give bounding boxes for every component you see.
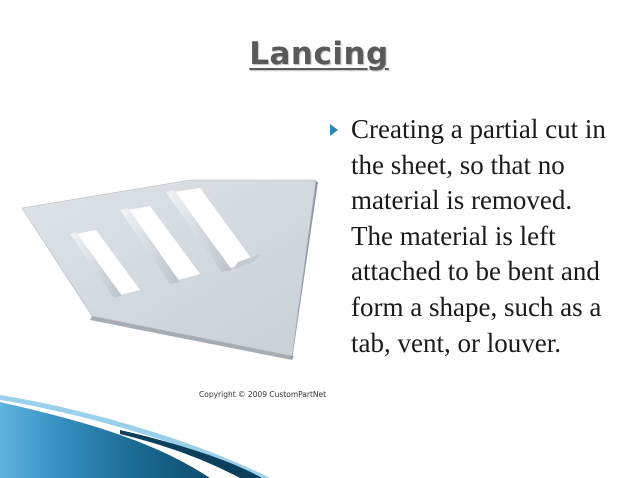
- bullet-text: Creating a partial cut in the sheet, so that no material is removed. The material is left attached to be bent and form a shape, such as a tab, vent, or louver.: [351, 114, 606, 358]
- image-copyright: Copyright © 2009 CustomPartNet: [199, 390, 327, 399]
- slide-title: Lancing: [249, 36, 389, 72]
- swoosh-band: [0, 402, 210, 478]
